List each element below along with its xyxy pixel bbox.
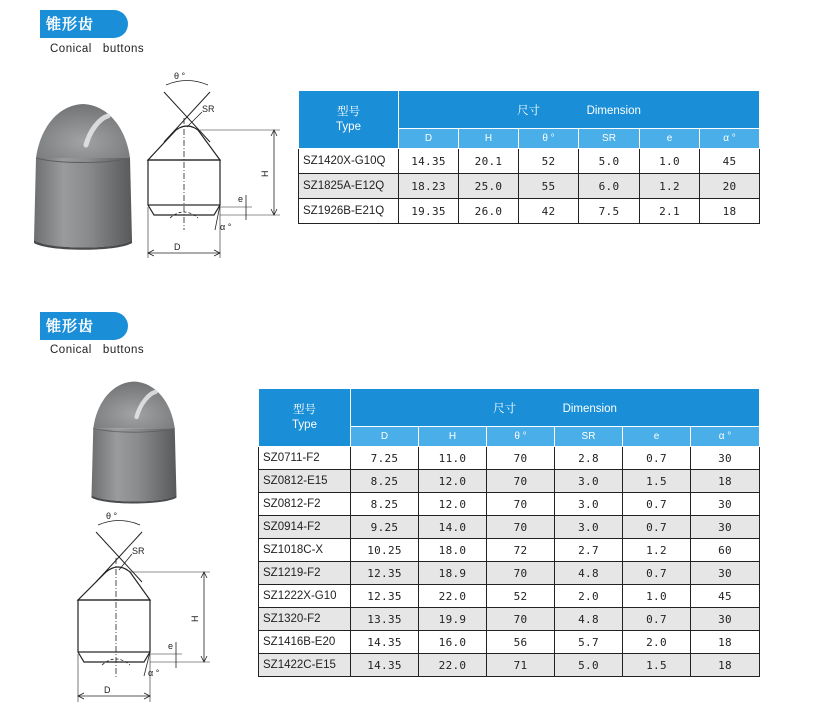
type-header: 型号 Type <box>259 389 351 447</box>
value-cell: 14.35 <box>399 149 459 174</box>
column-header: α ° <box>691 427 760 447</box>
type-cell: SZ0812-E15 <box>259 470 351 493</box>
table-row <box>259 562 760 585</box>
type-cell: SZ1018C-X <box>259 539 351 562</box>
alpha-label: α ° <box>148 668 160 678</box>
value-cell: 2.7 <box>555 539 623 562</box>
column-header: SR <box>555 427 623 447</box>
table-row <box>259 447 760 470</box>
type-cell: SZ1926B-E21Q <box>299 199 399 224</box>
column-header: D <box>351 427 419 447</box>
value-cell: 0.7 <box>623 516 691 539</box>
value-cell: 18 <box>700 199 760 224</box>
theta-label: θ ° <box>106 511 118 521</box>
value-cell: 12.0 <box>419 493 487 516</box>
type-cell: SZ1420X-G10Q <box>299 149 399 174</box>
value-cell: 72 <box>487 539 555 562</box>
alpha-label: α ° <box>220 222 232 232</box>
value-cell: 7.25 <box>351 447 419 470</box>
value-cell: 18.23 <box>399 174 459 199</box>
table-row <box>259 654 760 677</box>
type-cell: SZ1416B-E20 <box>259 631 351 654</box>
value-cell: 18 <box>691 654 760 677</box>
value-cell: 12.35 <box>351 585 419 608</box>
value-cell: 9.25 <box>351 516 419 539</box>
value-cell: 7.5 <box>579 199 640 224</box>
type-cell: SZ1320-F2 <box>259 608 351 631</box>
value-cell: 11.0 <box>419 447 487 470</box>
value-cell: 14.0 <box>419 516 487 539</box>
column-header: D <box>399 129 459 149</box>
table-row <box>259 585 760 608</box>
value-cell: 60 <box>691 539 760 562</box>
value-cell: 2.8 <box>555 447 623 470</box>
value-cell: 3.0 <box>555 470 623 493</box>
section-title-badge: 锥形齿 <box>40 312 128 340</box>
value-cell: 10.25 <box>351 539 419 562</box>
column-header: H <box>419 427 487 447</box>
type-cell: SZ1219-F2 <box>259 562 351 585</box>
value-cell: 12.0 <box>419 470 487 493</box>
value-cell: 20 <box>700 174 760 199</box>
value-cell: 0.7 <box>623 493 691 516</box>
section-subtitle: Conical buttons <box>50 43 145 55</box>
type-cell: SZ1825A-E12Q <box>299 174 399 199</box>
value-cell: 70 <box>487 562 555 585</box>
value-cell: 30 <box>691 516 760 539</box>
value-cell: 18 <box>691 631 760 654</box>
value-cell: 30 <box>691 447 760 470</box>
type-cell: SZ0711-F2 <box>259 447 351 470</box>
column-header: α ° <box>700 129 760 149</box>
value-cell: 1.2 <box>640 174 700 199</box>
value-cell: 12.35 <box>351 562 419 585</box>
table-row <box>259 631 760 654</box>
value-cell: 42 <box>519 199 579 224</box>
value-cell: 70 <box>487 470 555 493</box>
value-cell: 4.8 <box>555 608 623 631</box>
value-cell: 71 <box>487 654 555 677</box>
value-cell: 18 <box>691 470 760 493</box>
value-cell: 19.9 <box>419 608 487 631</box>
value-cell: 1.0 <box>640 149 700 174</box>
value-cell: 5.0 <box>579 149 640 174</box>
value-cell: 14.35 <box>351 631 419 654</box>
value-cell: 45 <box>691 585 760 608</box>
column-header: θ ° <box>487 427 555 447</box>
sr-label: SR <box>132 546 145 556</box>
e-label: e <box>238 194 244 204</box>
value-cell: 8.25 <box>351 493 419 516</box>
value-cell: 19.35 <box>399 199 459 224</box>
value-cell: 20.1 <box>459 149 519 174</box>
value-cell: 1.5 <box>623 654 691 677</box>
button-technical-drawing <box>70 510 220 710</box>
value-cell: 3.0 <box>555 493 623 516</box>
value-cell: 14.35 <box>351 654 419 677</box>
value-cell: 5.7 <box>555 631 623 654</box>
table-row <box>259 608 760 631</box>
value-cell: 30 <box>691 562 760 585</box>
value-cell: 16.0 <box>419 631 487 654</box>
table-row <box>259 539 760 562</box>
value-cell: 5.0 <box>555 654 623 677</box>
value-cell: 0.7 <box>623 608 691 631</box>
column-header: θ ° <box>519 129 579 149</box>
value-cell: 55 <box>519 174 579 199</box>
e-label: e <box>168 641 174 651</box>
d-label: D <box>174 242 181 252</box>
d-label: D <box>104 685 111 695</box>
value-cell: 8.25 <box>351 470 419 493</box>
type-cell: SZ0812-F2 <box>259 493 351 516</box>
value-cell: 70 <box>487 493 555 516</box>
theta-label: θ ° <box>174 71 186 81</box>
value-cell: 18.0 <box>419 539 487 562</box>
value-cell: 70 <box>487 608 555 631</box>
sr-label: SR <box>202 104 215 114</box>
value-cell: 4.8 <box>555 562 623 585</box>
type-cell: SZ1222X-G10 <box>259 585 351 608</box>
table-row <box>259 470 760 493</box>
value-cell: 22.0 <box>419 585 487 608</box>
value-cell: 1.2 <box>623 539 691 562</box>
value-cell: 1.5 <box>623 470 691 493</box>
value-cell: 70 <box>487 516 555 539</box>
value-cell: 30 <box>691 608 760 631</box>
value-cell: 26.0 <box>459 199 519 224</box>
value-cell: 56 <box>487 631 555 654</box>
value-cell: 22.0 <box>419 654 487 677</box>
table-row <box>259 516 760 539</box>
value-cell: 52 <box>487 585 555 608</box>
value-cell: 18.9 <box>419 562 487 585</box>
h-label: H <box>190 615 200 622</box>
value-cell: 13.35 <box>351 608 419 631</box>
table-row <box>259 493 760 516</box>
value-cell: 30 <box>691 493 760 516</box>
value-cell: 2.0 <box>623 631 691 654</box>
type-header: 型号 Type <box>299 91 399 149</box>
button-product-image <box>86 378 182 508</box>
value-cell: 0.7 <box>623 562 691 585</box>
value-cell: 45 <box>700 149 760 174</box>
value-cell: 6.0 <box>579 174 640 199</box>
dimension-header: 尺寸 Dimension <box>351 389 760 427</box>
value-cell: 52 <box>519 149 579 174</box>
h-label: H <box>260 170 270 177</box>
value-cell: 0.7 <box>623 447 691 470</box>
value-cell: 1.0 <box>623 585 691 608</box>
value-cell: 2.0 <box>555 585 623 608</box>
section-title-badge: 锥形齿 <box>40 10 128 38</box>
column-header: H <box>459 129 519 149</box>
section-subtitle: Conical buttons <box>50 344 145 356</box>
column-header: SR <box>579 129 640 149</box>
column-header: e <box>623 427 691 447</box>
value-cell: 25.0 <box>459 174 519 199</box>
spec-table <box>258 388 760 677</box>
type-cell: SZ1422C-E15 <box>259 654 351 677</box>
value-cell: 3.0 <box>555 516 623 539</box>
value-cell: 2.1 <box>640 199 700 224</box>
column-header: e <box>640 129 700 149</box>
dimension-header: 尺寸 Dimension <box>399 91 760 129</box>
type-cell: SZ0914-F2 <box>259 516 351 539</box>
value-cell: 70 <box>487 447 555 470</box>
